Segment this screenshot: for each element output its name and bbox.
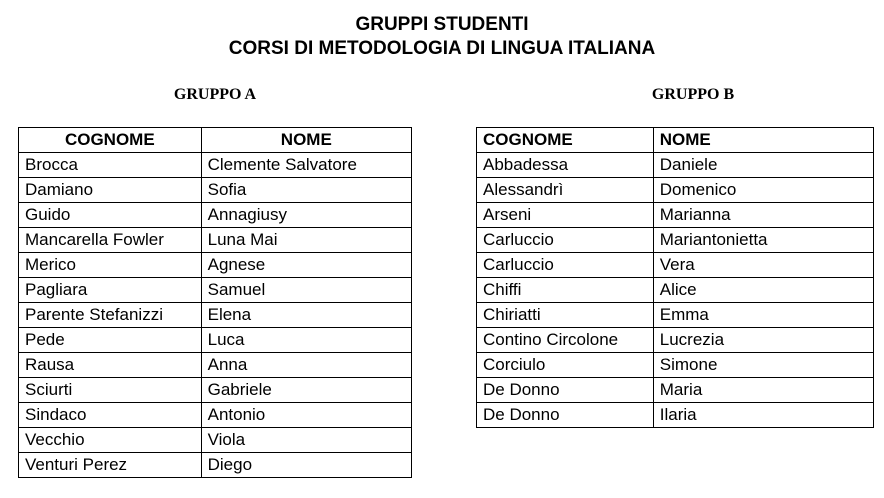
name-cell: Maria [653, 378, 873, 403]
name-cell: Domenico [653, 178, 873, 203]
surname-cell: Rausa [19, 353, 202, 378]
name-cell: Antonio [201, 403, 411, 428]
table-row [477, 353, 874, 378]
table-row [19, 378, 412, 403]
name-cell: Emma [653, 303, 873, 328]
name-cell: Gabriele [201, 378, 411, 403]
surname-column-header: COGNOME [477, 128, 654, 153]
table-header-row [477, 128, 874, 153]
table-row [19, 403, 412, 428]
surname-cell: Vecchio [19, 428, 202, 453]
surname-cell: Sciurti [19, 378, 202, 403]
surname-cell: Contino Circolone [477, 328, 654, 353]
surname-cell: Carluccio [477, 228, 654, 253]
surname-cell: Brocca [19, 153, 202, 178]
name-cell: Lucrezia [653, 328, 873, 353]
surname-cell: Corciulo [477, 353, 654, 378]
name-cell: Vera [653, 253, 873, 278]
name-cell: Anna [201, 353, 411, 378]
name-cell: Samuel [201, 278, 411, 303]
name-cell: Mariantonietta [653, 228, 873, 253]
group-b-label: GRUPPO B [651, 86, 735, 103]
name-cell: Simone [653, 353, 873, 378]
table-row [19, 453, 412, 478]
table-row [477, 228, 874, 253]
table-row [19, 328, 412, 353]
name-cell: Diego [201, 453, 411, 478]
table-row [477, 153, 874, 178]
surname-cell: Sindaco [19, 403, 202, 428]
group-a-rows [19, 153, 412, 478]
name-cell: Daniele [653, 153, 873, 178]
table-row [19, 278, 412, 303]
surname-cell: Merico [19, 253, 202, 278]
table-row [19, 203, 412, 228]
table-row [19, 228, 412, 253]
table-row [477, 178, 874, 203]
table-row [477, 378, 874, 403]
name-column-header: NOME [653, 128, 873, 153]
group-b-rows [477, 153, 874, 428]
surname-cell: Chiriatti [477, 303, 654, 328]
name-cell: Annagiusy [201, 203, 411, 228]
surname-cell: Chiffi [477, 278, 654, 303]
surname-cell: Pede [19, 328, 202, 353]
table-row [477, 303, 874, 328]
document-title: GRUPPI STUDENTI [355, 14, 529, 35]
table-header-row [19, 128, 412, 153]
surname-cell: Arseni [477, 203, 654, 228]
table-row [19, 153, 412, 178]
name-cell: Luna Mai [201, 228, 411, 253]
surname-cell: De Donno [477, 403, 654, 428]
surname-cell: Carluccio [477, 253, 654, 278]
table-row [477, 203, 874, 228]
table-row [19, 353, 412, 378]
group-b-table [476, 127, 874, 428]
table-row [19, 178, 412, 203]
table-row [477, 328, 874, 353]
name-cell: Sofia [201, 178, 411, 203]
name-cell: Luca [201, 328, 411, 353]
table-row [19, 253, 412, 278]
name-cell: Marianna [653, 203, 873, 228]
surname-cell: De Donno [477, 378, 654, 403]
name-cell: Elena [201, 303, 411, 328]
name-cell: Clemente Salvatore [201, 153, 411, 178]
surname-cell: Abbadessa [477, 153, 654, 178]
surname-cell: Mancarella Fowler [19, 228, 202, 253]
surname-cell: Parente Stefanizzi [19, 303, 202, 328]
table-row [477, 403, 874, 428]
name-cell: Alice [653, 278, 873, 303]
surname-cell: Pagliara [19, 278, 202, 303]
name-cell: Agnese [201, 253, 411, 278]
table-row [19, 428, 412, 453]
group-a-table [18, 127, 412, 478]
surname-cell: Guido [19, 203, 202, 228]
table-row [477, 253, 874, 278]
surname-cell: Venturi Perez [19, 453, 202, 478]
table-row [477, 278, 874, 303]
name-cell: Ilaria [653, 403, 873, 428]
surname-column-header: COGNOME [19, 128, 202, 153]
surname-cell: Damiano [19, 178, 202, 203]
surname-cell: Alessandrì [477, 178, 654, 203]
name-cell: Viola [201, 428, 411, 453]
document-subtitle: CORSI DI METODOLOGIA DI LINGUA ITALIANA [228, 38, 656, 59]
table-row [19, 303, 412, 328]
group-a-label: GRUPPO A [173, 86, 257, 103]
name-column-header: NOME [201, 128, 411, 153]
